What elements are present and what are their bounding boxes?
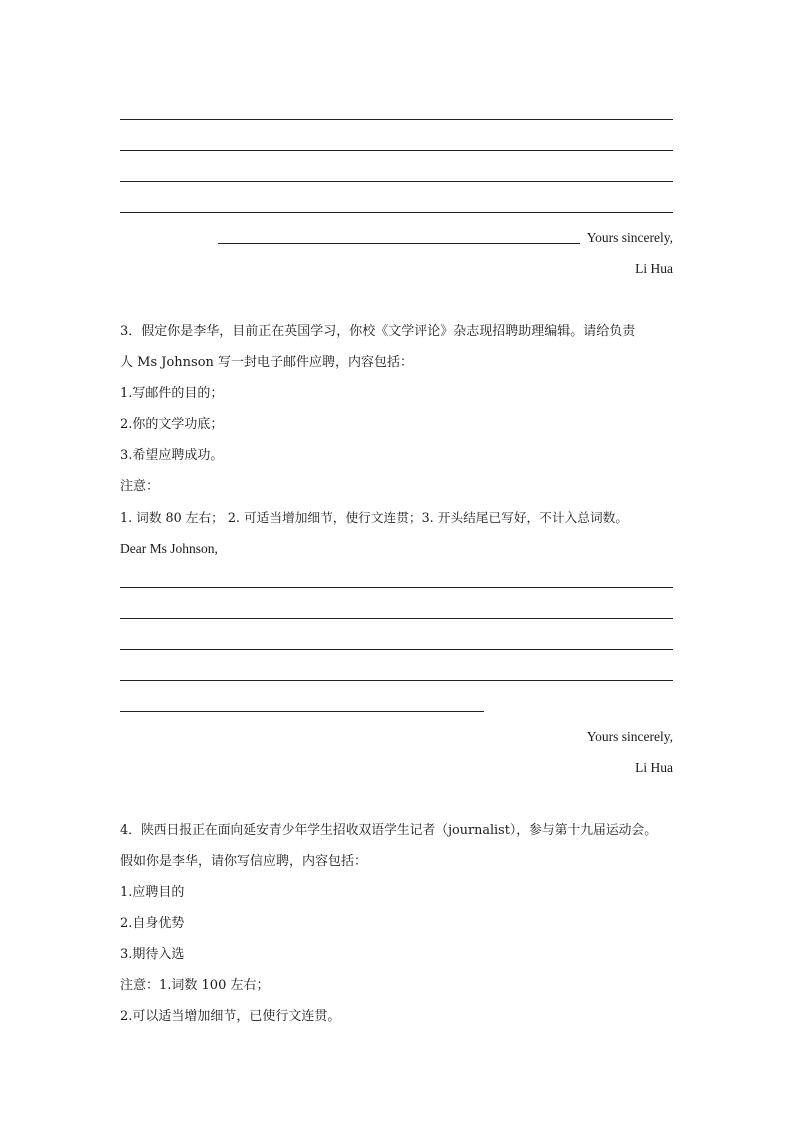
question-4-point: 2.自身优势 <box>120 916 185 931</box>
answer-line <box>120 587 673 588</box>
question-3-prompt: 3．假定你是李华，目前正在英国学习，你校《文学评论》杂志现招聘助理编辑。请给负责 <box>120 324 636 339</box>
answer-line <box>120 711 484 712</box>
question-4-note: 注意：1.词数 100 左右； <box>120 978 270 993</box>
question-4-point: 3.期待入选 <box>120 947 185 962</box>
closing-text: Yours sincerely, <box>586 729 673 744</box>
signature-text: Li Hua <box>635 261 673 276</box>
answer-line <box>120 150 673 151</box>
answer-line <box>120 119 673 120</box>
answer-line <box>120 212 673 213</box>
salutation-text: Dear Ms Johnson, <box>120 541 218 556</box>
question-4-note-cont: 2.可以适当增加细节，已使行文连贯。 <box>120 1009 341 1024</box>
signature-text: Li Hua <box>635 760 673 775</box>
question-4-prompt: 4．陕西日报正在面向延安青少年学生招收双语学生记者（journalist），参与第十九届运动会。 <box>120 823 658 838</box>
answer-line <box>120 649 673 650</box>
question-4-point: 1.应聘目的 <box>120 885 185 900</box>
answer-line <box>120 618 673 619</box>
question-3-prompt-cont: 人 Ms Johnson 写一封电子邮件应聘，内容包括： <box>120 355 414 370</box>
question-3-point: 1.写邮件的目的； <box>120 386 224 401</box>
question-4-prompt-cont: 假如你是李华，请你写信应聘，内容包括： <box>120 854 368 869</box>
question-3-point: 3.希望应聘成功。 <box>120 448 224 463</box>
answer-line <box>120 181 673 182</box>
question-3-note-label: 注意： <box>120 479 160 494</box>
question-3-point: 2.你的文学功底； <box>120 417 224 432</box>
answer-line <box>120 680 673 681</box>
closing-text: Yours sincerely, <box>586 230 673 245</box>
question-3-note-text: 1. 词数 80 左右； 2. 可适当增加细节，使行文连贯；3. 开头结尾已写好，不计入总词数。 <box>120 510 629 525</box>
